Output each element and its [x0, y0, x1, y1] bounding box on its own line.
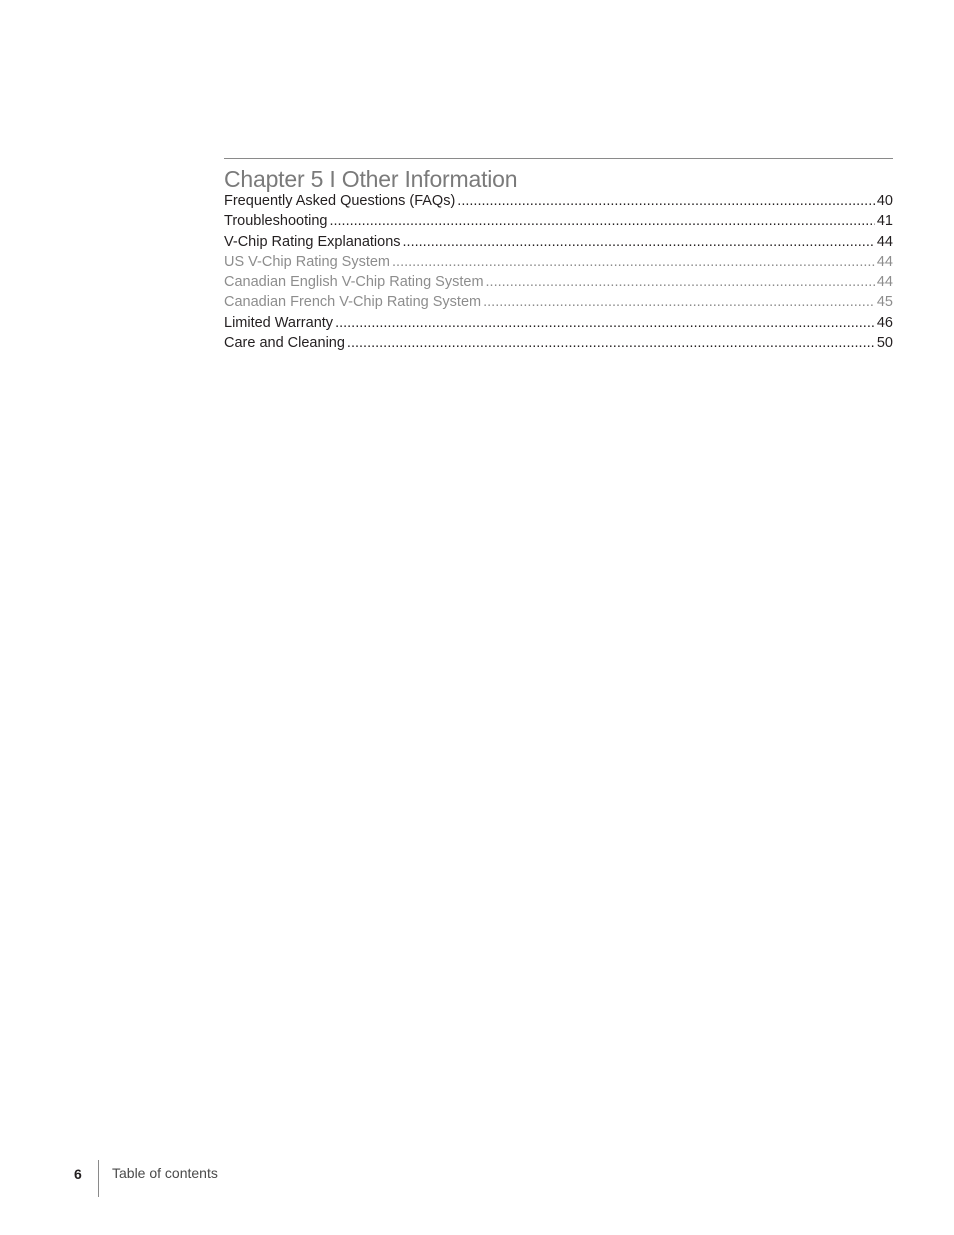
- toc-entry-page: 44: [876, 233, 893, 250]
- toc-entry-title: Frequently Asked Questions (FAQs): [224, 193, 456, 209]
- dot-leader: [347, 335, 875, 351]
- chapter-title: Chapter 5 I Other Information: [224, 166, 518, 192]
- toc-entry-page: 40: [876, 193, 893, 209]
- toc-entry-page: 45: [876, 294, 893, 311]
- toc-list: [224, 193, 893, 355]
- dot-leader: [483, 294, 875, 310]
- toc-entry-title: US V-Chip Rating System: [224, 253, 391, 270]
- toc-entry-title: V-Chip Rating Explanations: [224, 233, 401, 250]
- toc-entry-vchip-rating-explanations[interactable]: [224, 234, 893, 254]
- toc-entry-canadian-english-vchip[interactable]: [224, 274, 893, 294]
- toc-chapter-5: [224, 158, 893, 355]
- toc-entry-canadian-french-vchip[interactable]: [224, 294, 893, 314]
- toc-entry-page: 50: [876, 335, 893, 352]
- dot-leader: [335, 315, 875, 331]
- dot-leader: [392, 254, 875, 270]
- page-number: 6: [74, 1166, 82, 1182]
- toc-entry-care-and-cleaning[interactable]: [224, 335, 893, 355]
- toc-entry-title: Canadian English V-Chip Rating System: [224, 274, 484, 291]
- toc-entry-troubleshooting[interactable]: [224, 213, 893, 233]
- toc-entry-title: Care and Cleaning: [224, 335, 345, 352]
- dot-leader: [403, 234, 875, 250]
- footer-section-label: Table of contents: [112, 1165, 218, 1181]
- toc-entry-page: 46: [876, 314, 893, 331]
- toc-entry-us-vchip[interactable]: [224, 254, 893, 274]
- toc-entry-page: 41: [876, 213, 893, 230]
- dot-leader: [457, 193, 875, 209]
- page-footer: [0, 1160, 954, 1198]
- toc-entry-title: Limited Warranty: [224, 314, 334, 331]
- dot-leader: [329, 213, 874, 229]
- toc-entry-page: 44: [876, 253, 893, 270]
- dot-leader: [486, 274, 875, 290]
- toc-entry-title: Troubleshooting: [224, 213, 328, 230]
- toc-entry-title: Canadian French V-Chip Rating System: [224, 294, 482, 311]
- toc-entry-faqs[interactable]: [224, 193, 893, 213]
- toc-entry-page: 44: [876, 274, 893, 291]
- toc-entry-limited-warranty[interactable]: [224, 315, 893, 335]
- footer-divider: [98, 1160, 99, 1197]
